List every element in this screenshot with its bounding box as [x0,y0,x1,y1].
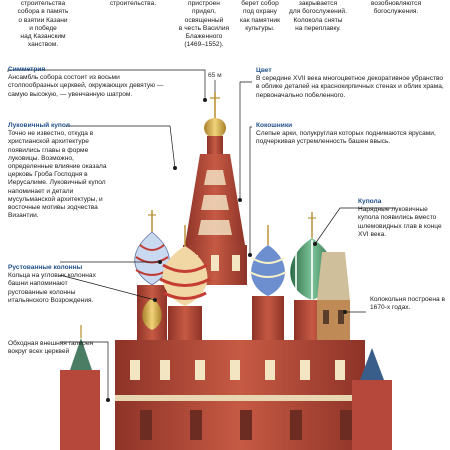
annotation-gallery-body: Обходная внешняя галерея вокруг всех церквей [8,340,94,356]
timeline-col-1: строительства собора в память о взятии Казани и победе над Казанским ханством. [17,0,69,49]
cathedral-base [115,340,365,450]
timeline-col-3: пристроен придел, освященный в честь Василия Блаженного (1469–1552). [178,0,230,49]
timeline-col-4: берет собор под охрану как памятник культуры. [240,0,280,32]
annotation-domes [358,198,448,239]
annotation-color-body: В середине XVII века многоцветное декоративное убранство в облике деталей на краснокирпичных стенах и облик храма, первоначально побеленного. [256,75,444,99]
annotation-rusticated [8,264,108,305]
annotation-rusticated-body: Кольца на угловых колоннах башни напоминают рустованные колонны итальянского Возрождения. [8,272,96,304]
annotation-color [256,67,444,100]
annotation-kokoshniki [256,122,444,147]
annotation-kokoshniki-heading: Кокошники [256,122,293,129]
annotation-onion-dome [8,122,114,220]
annotation-symmetry-body: Ансамбль собора состоит из восьми столпообразных церквей, окружающих девятую — самую высокую, — увенчанную шатром. [8,74,164,98]
annotation-domes-body: Нарядные луковичные купола появились вместо шлемовидных глав в конце XVI века. [358,206,442,238]
height-label: 65 м [208,72,222,79]
annotation-symmetry [8,66,168,99]
annotation-symmetry-heading: Симметрия [8,66,46,73]
timeline-col-6: возобновляются богослужения. [370,0,422,16]
annotation-onion-body: Точно не известно, откуда в христианской архитектуре появились главы в форме луковицы. Возможно, определенные влияние оказала церковь Гроба Господня в Иерусалиме. Луковичный купол напоминает и детали мусульманской архитектуры, и восточные мотивы зодчества Византии. [8,130,107,220]
annotation-belfry-body: Колокольня построена в 1670-х годах. [370,296,445,312]
annotation-belfry [370,296,448,312]
annotation-gallery [8,340,100,356]
timeline-col-2: строительства. [109,0,157,8]
timeline-col-5: закрывается для богослужений. Колокола сняты на переплавку. [289,0,347,32]
annotation-domes-heading: Купола [358,198,382,205]
annotation-rusticated-heading: Рустованные колонны [8,264,83,271]
annotation-onion-heading: Луковичный купол [8,122,70,129]
annotation-kokoshniki-body: Слепые арки, полукруглая которых поднимаются ярусами, подчеркивая устремленность башен ввысь. [256,130,436,146]
annotation-color-heading: Цвет [256,67,272,74]
